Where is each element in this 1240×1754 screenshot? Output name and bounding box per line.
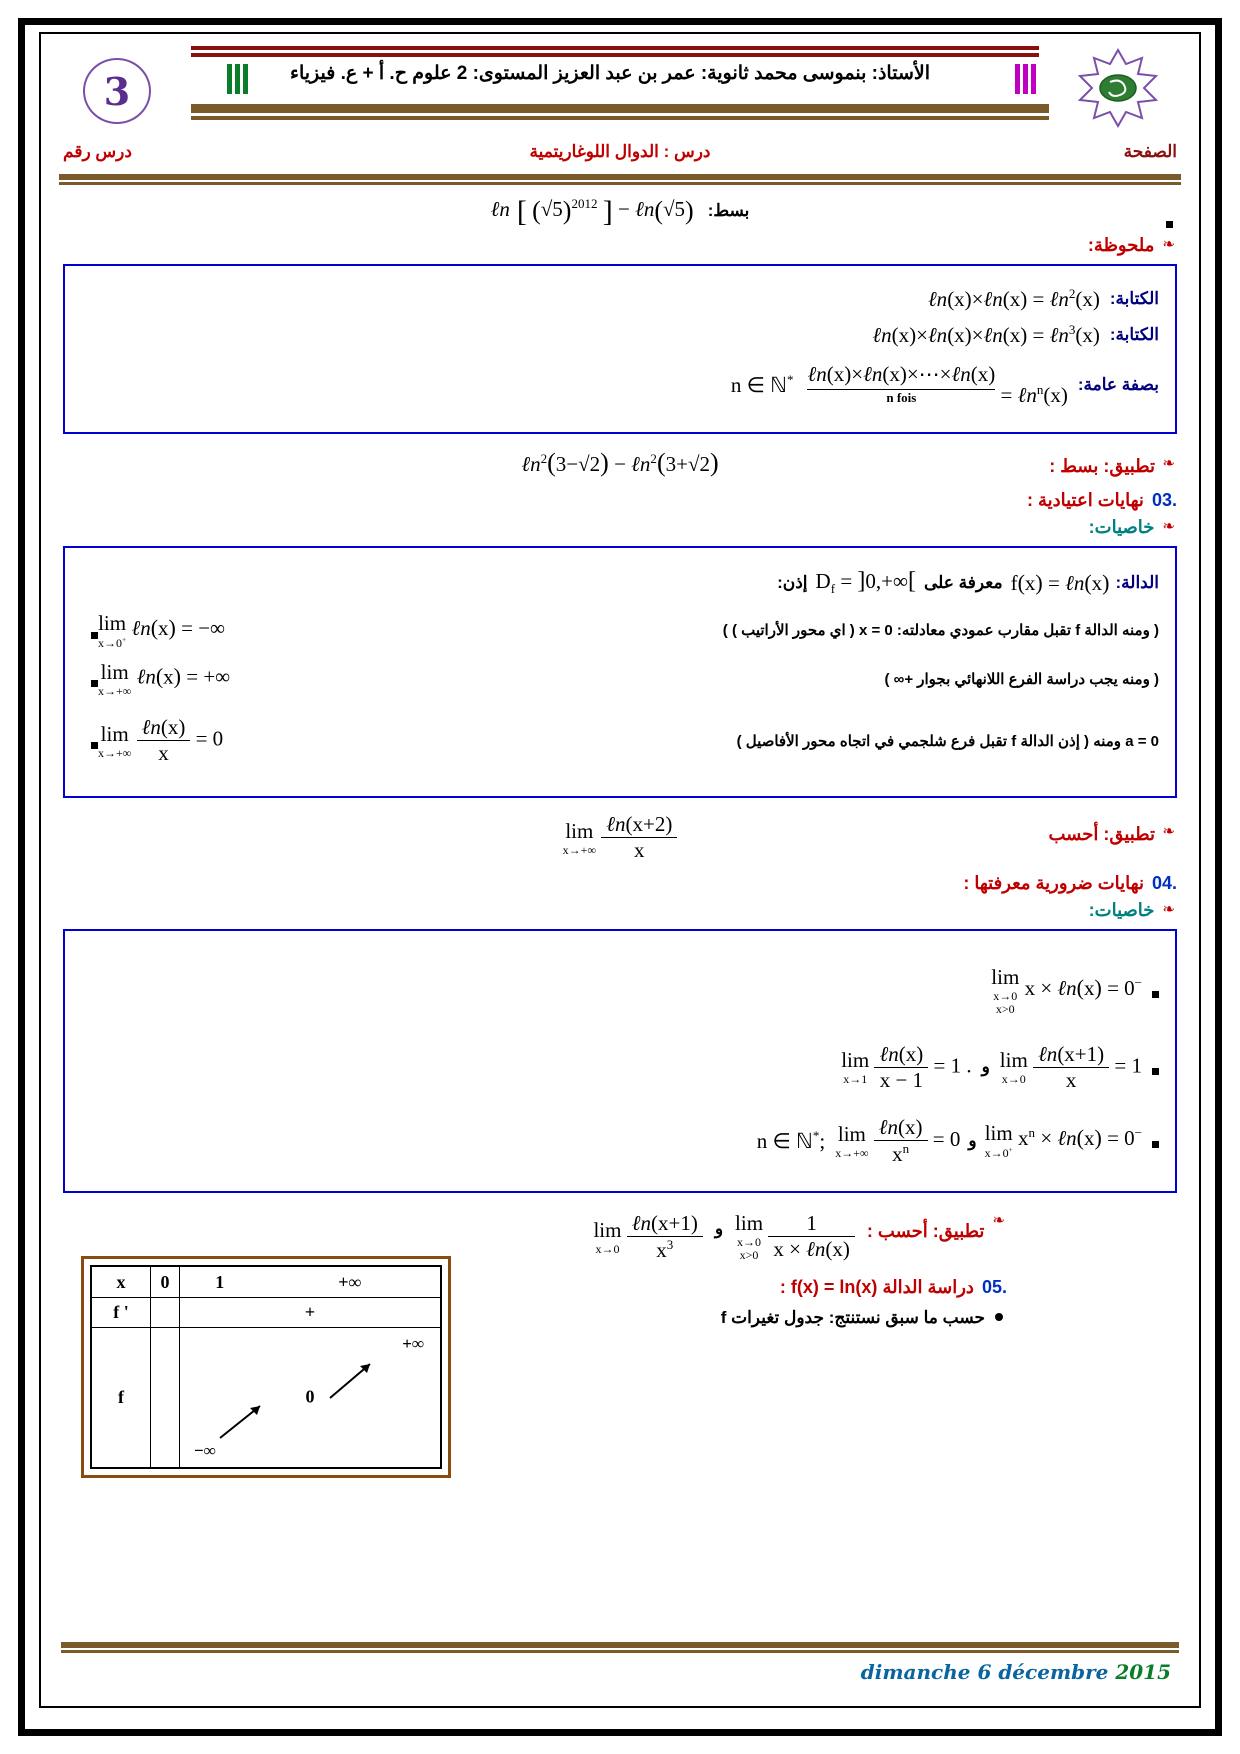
properties-item2-expression: lim x→+∞ ℓn(x) = +∞ [98,659,231,698]
section-05-title [780,1277,974,1298]
lesson-number-label: درس رقم [63,142,132,161]
variation-row-x-label: x [91,1266,151,1298]
note-box [63,264,1177,434]
variation-fp-sign: + [180,1298,442,1327]
section-04-number: .04 [1151,873,1177,894]
header-top-bars [191,46,1039,62]
square-bullet-icon [91,680,98,687]
note-line-1 [81,286,1159,312]
section-03-number: .03 [1151,490,1177,510]
properties2-item3-conjunction: و [968,1130,977,1150]
section-05-title-text: دراسة الدالة f(x) = ln(x) : [779,1276,974,1297]
footer-date-year: 2015 [1115,1660,1171,1684]
page-header [41,34,1199,138]
section-04-row [63,873,1177,894]
note-line1-label: الكتابة: [1109,289,1159,308]
application-3-label: تطبيق: أحسب : [866,1220,985,1241]
square-bullet-icon [1166,221,1173,228]
variation-row-f-label: f [91,1327,151,1468]
section-05-bullet-text: حسب ما سبق نستنتج: جدول تغيرات f [720,1307,985,1327]
sub-header [41,138,1199,172]
variation-x-value-2: +∞ [259,1266,441,1298]
variation-x-value-0: 0 [151,1266,180,1298]
note-line3-underbrace: n fois [886,390,917,405]
properties2-label: خاصيات: [1088,900,1155,921]
variation-f-cell [180,1327,442,1468]
note-line3-label: بصفة عامة: [1077,375,1159,394]
page-label: الصفحة [1123,142,1177,161]
properties-item2-note: ( ومنه يجب دراسة الفرع اللانهائي بجوار +∞ ) [884,670,1159,688]
properties-intro-function: f(x) = ℓn(x) [1010,569,1110,595]
diamond-bullet-icon: ❧ [1162,824,1175,841]
properties-item3-note: a = 0 ومنه ( إذن الدالة f تقبل فرع شلجمي في اتجاه محور الأفاصيل ) [736,732,1159,750]
properties2-item3-expression-a: lim x→0+ $x^n$ × ℓn(x) = 0− [984,1121,1142,1161]
properties-intro-mid: معرفة على [923,572,1003,592]
variation-f-bottom-left: −∞ [194,1441,216,1460]
note-line3-condition: n ∈ ℕ* [730,372,794,397]
section-03-title: نهايات اعتيادية : [1026,490,1144,510]
application-1-label: تطبيق: بسط : [1049,456,1155,476]
square-bullet-icon [91,742,98,749]
round-bullet-icon [995,1313,1003,1321]
application-2-row [63,812,1177,863]
variation-x-value-1: 1 [180,1266,260,1298]
properties-item1-expression: lim x→0+ ℓn(x) = −∞ [98,611,226,651]
properties2-item2-expression-a: lim x→0 $\frac{\text{ℓn(x+1)}}{x}$ = 1 [999,1041,1142,1092]
properties2-item-2 [81,1042,1159,1093]
school-logo-icon [1072,48,1164,128]
document-body [41,195,1199,1328]
variation-row-fp-label: f ' [91,1298,151,1327]
table-row [91,1327,441,1468]
properties2-item2-conjunction: و [981,1057,990,1077]
properties2-item1-expression: lim x→0 x>0 x × ℓn(x) = 0− [991,965,1142,1016]
note-line3-expression: ℓn(x)×ℓn(x)×⋯×ℓn(x) n fois = ℓn$^n$(x) [807,362,1068,407]
application-3-conjunction: و [714,1218,724,1238]
section-03-row [63,490,1177,511]
diamond-bullet-icon: ❧ [1162,456,1175,472]
page-footer [41,1642,1199,1698]
properties2-item2-expression-b: lim x→1 $\frac{\text{ℓn(x)}}{x - 1}$ = 1 . [841,1041,972,1092]
variation-f-gap [151,1327,180,1468]
variation-fp-gap [151,1298,180,1327]
properties-item-3 [81,715,1159,766]
diamond-bullet-icon: ❧ [1162,902,1175,919]
level-badge: 3 [83,58,151,124]
properties2-box [63,929,1177,1192]
properties-item3-expression: lim x→+∞ $\frac{\text{ℓn(x)}}{x}$ = 0 [98,715,224,766]
properties2-item-1 [81,965,1159,1015]
application-3-row [63,1211,1007,1263]
properties-intro-prefix: الدالة: [1115,572,1159,592]
diamond-bullet-icon: ❧ [992,1212,1005,1229]
square-bullet-icon [1152,1068,1159,1075]
variation-arrows-icon [180,1328,430,1464]
properties-label: خاصيات: [1088,517,1155,537]
properties2-item-3 [81,1115,1159,1167]
note-line2-expression: ℓn(x)×ℓn(x)×ℓn(x) = ℓn$^3$(x) [872,322,1100,347]
application-1-row [63,448,1177,478]
properties-item-1 [81,611,1159,650]
simplify-row [63,195,1177,229]
variation-table [81,1256,451,1478]
page-frame [18,18,1222,1736]
footer-bars [61,1642,1179,1654]
simplify-label: بسط: [707,201,750,220]
note-line-3 [81,362,1159,408]
footer-date [861,1660,1171,1684]
application-2-expression: lim x→+∞ $\frac{\text{ℓn(x+2)}}{x}$ [563,812,678,863]
properties-box [63,546,1177,798]
square-bullet-icon [1152,1141,1159,1148]
note-label-row [63,235,1177,256]
header-teacher-line: الأستاذ: بنموسى محمد ثانوية: عمر بن عبد العزيز المستوى: 2 علوم ح. أ + ع. فيزياء [290,63,930,84]
application-3-expression-b: lim x→0 $\frac{\text{ℓn(x+1)}}{x^3}$ [593,1211,702,1263]
diamond-bullet-icon: ❧ [1162,519,1175,535]
section-04-title: نهايات ضرورية معرفتها : [963,873,1144,894]
application-3-expression-a: lim x→0 x>0 $\frac{1}{\text{x × ℓn(x)}}$ [735,1211,855,1262]
variation-f-middle: 0 [305,1386,315,1407]
section-05-number: .05 [981,1276,1007,1297]
note-line-2 [81,322,1159,348]
note-line1-expression: ℓn(x)×ℓn(x) = ℓn$^2$(x) [927,286,1100,311]
properties2-item3-condition: n ∈ ℕ*; [756,1127,826,1153]
square-bullet-icon [91,632,98,639]
properties-intro-suffix: إذن: [777,572,808,592]
square-bullet-icon [1152,991,1159,998]
properties-item-2 [81,660,1159,698]
properties-label-row [63,517,1177,538]
header-separator [59,174,1181,185]
application-1-expression: ℓn$^2$(3−√2) − ℓn$^2$(3+√2) [521,448,719,477]
application-2-label: تطبيق: أحسب [1048,824,1155,845]
page-inner [39,32,1201,1708]
note-line2-label: الكتابة: [1109,325,1159,344]
variation-table-grid [90,1265,442,1469]
properties-item1-note: ( ومنه الدالة f تقبل مقارب عمودي معادلته: x = 0 ( اي محور الأراتيب ) ) [722,622,1159,640]
header-ticks-right-icon [999,64,1039,100]
simplify-expression: ℓn [ $(√5)^{2012}$ ] − ℓn(√5) [490,195,694,228]
table-row [91,1266,441,1298]
note-label: ملحوظة: [1087,235,1155,255]
footer-date-text: dimanche 6 décembre [860,1660,1109,1684]
properties-intro [81,568,1159,597]
diamond-bullet-icon: ❧ [1162,237,1175,253]
properties2-item3-expression-b: lim x→+∞ $\frac{\text{ℓn(x)}}{x^n}$ = 0 [835,1114,961,1166]
header-bottom-bars [191,104,1049,122]
lesson-title: درس : الدوال اللوغاريتمية [529,142,711,161]
properties2-label-row [63,900,1177,921]
variation-f-top-right: +∞ [402,1333,424,1353]
table-row [91,1298,441,1327]
properties-intro-domain: $D_f = ]0,+\infty$[ [815,568,916,597]
